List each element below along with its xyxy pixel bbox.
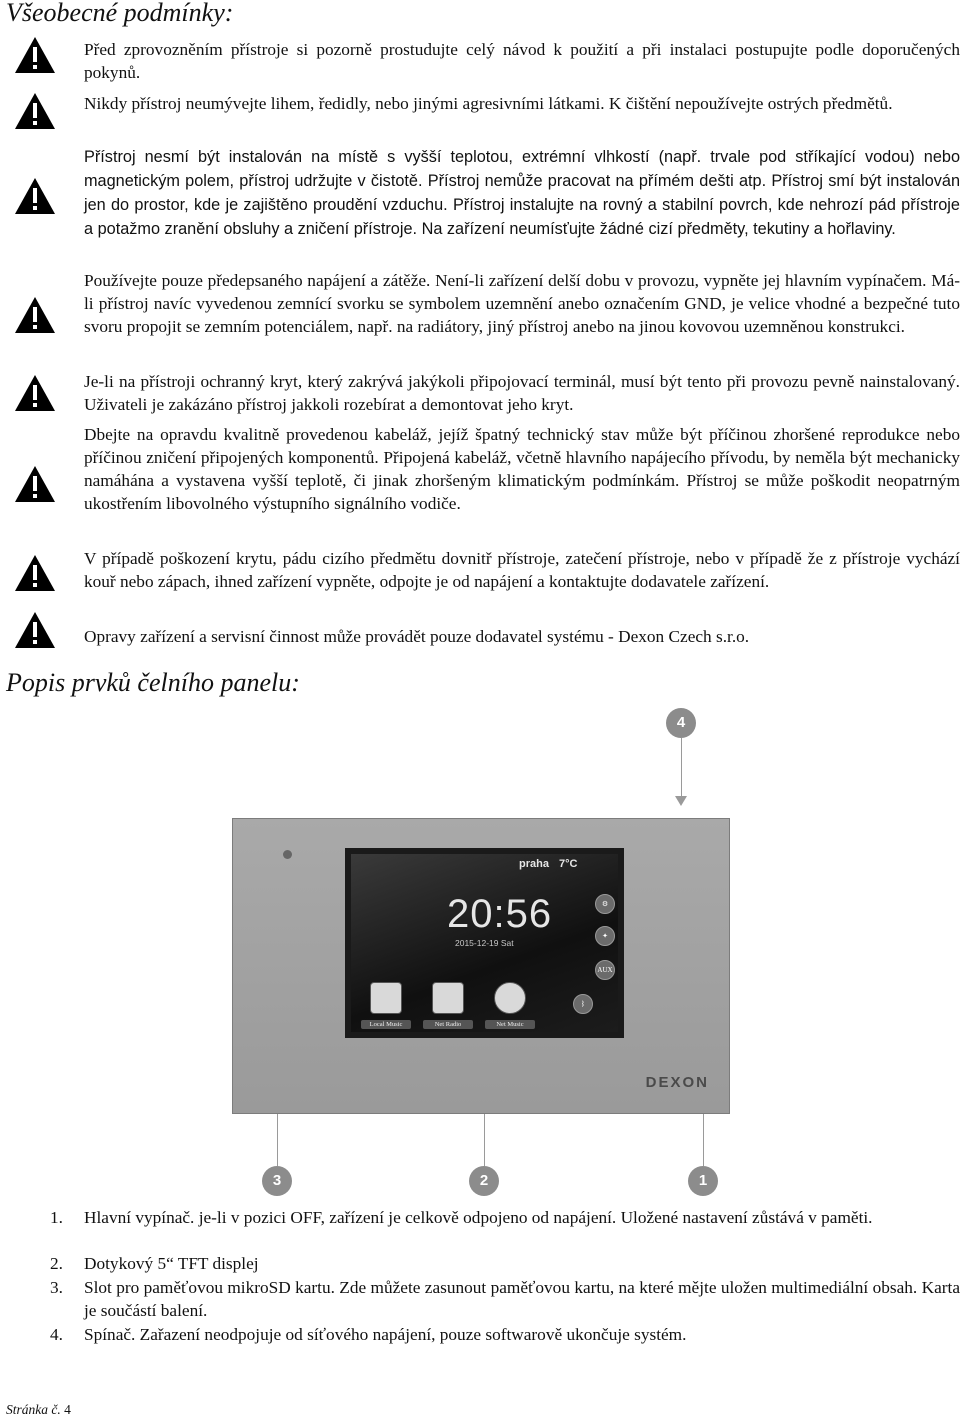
list-text: Dotykový 5“ TFT displej [84,1254,259,1273]
screen-temperature: 7°C [559,858,578,870]
device-illustration [0,700,960,1200]
warning-triangle-icon [14,176,56,216]
list-text: Spínač. Zařazení neodpojuje od síťového napájení, pouze softwarově ukončuje systém. [84,1325,687,1344]
list-number: 4. [50,1325,63,1344]
menu-icon: ✦ [595,926,615,946]
paragraph: Před zprovozněním přístroje si pozorně prostudujte celý návod k použití a při instalaci postupujte podle doporučených pokynů. [84,40,960,82]
warning-triangle-icon [14,91,56,131]
list-number: 2. [50,1254,63,1273]
paragraph: Je-li na přístroji ochranný kryt, který zakrývá jakýkoli připojovací terminál, musí být tento při provozu pevně nainstalovaný. Uživateli je zakázáno přístroj jakkoli rozebírat a demontovat jeho kryt. [84,372,960,414]
app-label: Local Music [361,1020,411,1029]
callout-marker-1: 1 [688,1166,718,1196]
touch-display [345,848,624,1038]
section-heading-panel: Popis prvků čelního panelu: [6,668,300,697]
page-footer [6,1402,71,1418]
settings-icon: ⚙ [595,894,615,914]
warning-triangle-icon [14,295,56,335]
screen-clock: 20:56 [447,892,553,936]
screen-date: 2015-12-19 Sat [455,938,514,948]
paragraph: Opravy zařízení a servisní činnost může provádět pouze dodavatel systému - Dexon Czech s.r.o. [84,627,750,646]
list-number: 3. [50,1278,63,1297]
paragraph-sans-text: Přístroj nesmí být instalován na místě s vyšší teplotou, extrémní vlhkostí (např. trvale pod stříkající vodou) nebo magnetickým polem, přístroj udržujte v čistotě. Přístroj nemůže pracovat na přímém dešti atp. Přístroj smí být instalován jen do prostor, kde je zajištěno proudění vzduchu. Přístroj instalujte na rovný a stabilní povrch, kde nehrozí pád přístroje a potažmo zranění obsluhy a zničení přístroje. Na zařízení neumísťujte žádné cizí předměty, tekutiny a hořlaviny. [84,148,960,238]
brand-logo: DEXON [645,1074,709,1091]
paragraph: Dbejte na opravdu kvalitně provedenou kabeláž, jejíž špatný technický stav může být příčinou zhoršené reprodukce nebo příčinou zničení připojených komponentů. Připojená kabeláž, včetně hlavního napájecího přívodu, by neměla být mechanicky namáhána a vystavena vyšší teplotě, či jinak zhoršeným klimatickým podmínkám. Přístroj se může poškodit neopatrným ukostřením libovolného výstupního signálního vodiče. [84,425,960,513]
paragraph: Nikdy přístroj neumývejte lihem, ředidly, nebo jinými agresivními látkami. K čištění nepoužívejte ostrých předmětů. [84,94,893,113]
list-number: 1. [50,1208,63,1227]
warning-triangle-icon [14,610,56,650]
callout-line [484,1114,485,1166]
warning-triangle-icon [14,553,56,593]
paragraph: V případě poškození krytu, pádu cizího předmětu dovnitř přístroje, zatečení přístroje, nebo v případě že z přístroje vychází kouř nebo zápach, ihned zařízení vypněte, odpojte je od napájení a kontaktujte dodavatele zařízení. [84,549,960,591]
page-number: 4 [64,1402,71,1417]
callout-marker-3: 3 [262,1166,292,1196]
warning-triangle-icon [14,35,56,75]
callout-marker-2: 2 [469,1166,499,1196]
section-heading-general: Všeobecné podmínky: [6,0,234,27]
music-icon [370,982,402,1014]
app-net-radio [423,982,473,1029]
screen-city: praha [519,858,549,870]
app-label: Net Music [485,1020,535,1029]
callout-line [703,1114,704,1166]
callout-marker-4: 4 [666,708,696,738]
callout-line [681,738,682,800]
page-label: Stránka č. [6,1402,61,1417]
arrow-down-icon [675,796,687,806]
app-net-music [485,982,535,1029]
bluetooth-icon: ᛒ [573,994,593,1014]
radio-icon [432,982,464,1014]
device-front-panel [232,818,730,1114]
warning-triangle-icon [14,464,56,504]
paragraph [84,145,960,241]
app-label: Net Radio [423,1020,473,1029]
cloud-music-icon [494,982,526,1014]
main-switch-indicator [283,850,292,859]
list-text: Hlavní vypínač. je-li v pozici OFF, zařízení je celkově odpojeno od napájení. Uložené nastavení zůstává v paměti. [84,1208,873,1227]
list-text: Slot pro paměťovou mikroSD kartu. Zde můžete zasunout paměťovou kartu, na které mějte uložen multimediální obsah. Karta je součástí balení. [84,1278,960,1320]
aux-icon: AUX [595,960,615,980]
app-local-music [361,982,411,1029]
callout-line [277,1114,278,1166]
warning-triangle-icon [14,373,56,413]
paragraph: Používejte pouze předepsaného napájení a zátěže. Není-li zařízení delší dobu v provozu, vypněte jej hlavním vypínačem. Má-li přístroj navíc vyvedenou zemnící svorku se symbolem uzemnění anebo označením GND, je velice vhodné a bezpečné tuto svoru propojit se zemním potenciálem, např. na radiátory, jiný přístroj anebo na jinou kovovou uzemněnou konstrukci. [84,271,960,336]
